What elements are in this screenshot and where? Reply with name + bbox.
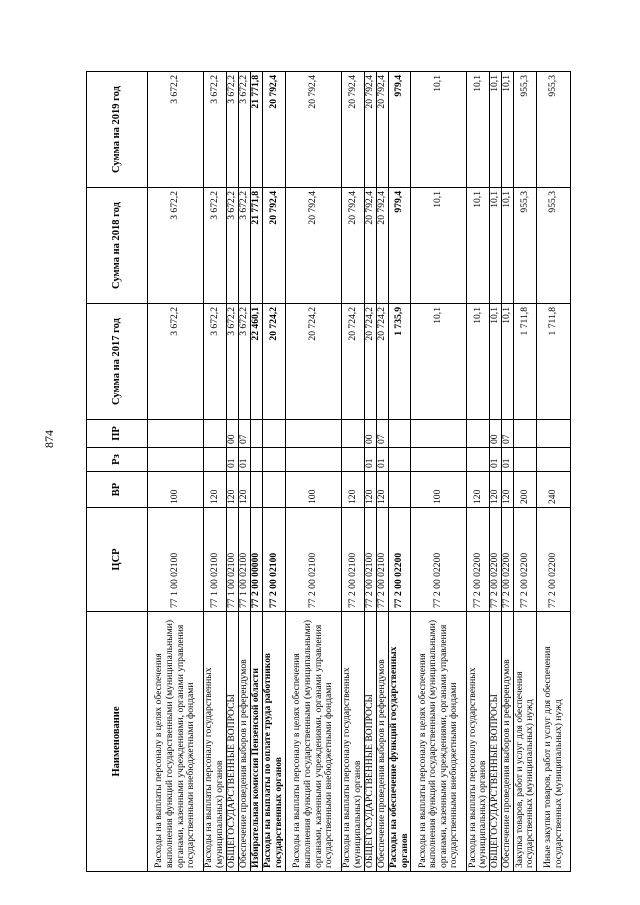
page-number: 874: [42, 430, 56, 448]
cell-vr: 120: [490, 472, 502, 508]
cell-csr: 77 1 00 02100: [148, 508, 204, 612]
cell-name: Расходы на выплаты по оплате труда работников государственных органов: [263, 612, 286, 872]
cell-name: Избирательная комиссия Пензенской области: [251, 612, 263, 872]
cell-name: Расходы на выплаты персоналу государственных (муниципальных) органов: [204, 612, 227, 872]
cell-sum-2017: 20 724,2: [263, 304, 286, 420]
cell-csr: 77 2 00 02200: [490, 508, 502, 612]
cell-csr: 77 2 00 02200: [514, 508, 537, 612]
cell-pr: [342, 420, 365, 448]
cell-pr: 07: [239, 420, 251, 448]
header-csr: ЦСР: [87, 508, 148, 612]
cell-pr: [204, 420, 227, 448]
cell-csr: 77 1 00 02100: [204, 508, 227, 612]
cell-vr: 120: [365, 472, 377, 508]
cell-rz: [286, 448, 342, 472]
cell-vr: [251, 472, 263, 508]
cell-pr: 00: [365, 420, 377, 448]
cell-sum-2017: 10,1: [411, 304, 467, 420]
cell-pr: [286, 420, 342, 448]
cell-pr: [263, 420, 286, 448]
cell-sum-2018: 3 672,2: [227, 188, 239, 304]
cell-sum-2019: 20 792,4: [377, 72, 389, 188]
cell-vr: 100: [286, 472, 342, 508]
cell-csr: 77 1 00 02100: [239, 508, 251, 612]
budget-table-rotated: [86, 72, 598, 872]
cell-vr: 120: [502, 472, 514, 508]
cell-sum-2017: 20 724,2: [365, 304, 377, 420]
cell-sum-2019: 20 792,4: [286, 72, 342, 188]
cell-sum-2018: 21 771,8: [251, 188, 263, 304]
cell-rz: 01: [239, 448, 251, 472]
cell-sum-2018: 20 792,4: [263, 188, 286, 304]
table-row: [467, 72, 490, 872]
cell-vr: 120: [342, 472, 365, 508]
cell-name: Обеспечение проведения выборов и референдумов: [502, 612, 514, 872]
header-sum-2018: Сумма на 2018 год: [87, 188, 148, 304]
cell-name: Обеспечение проведения выборов и референдумов: [377, 612, 389, 872]
cell-vr: [263, 472, 286, 508]
cell-sum-2017: 3 672,2: [227, 304, 239, 420]
cell-sum-2019: 3 672,2: [148, 72, 204, 188]
cell-vr: 100: [148, 472, 204, 508]
cell-name: Расходы на обеспечение функций государственных органов: [389, 612, 411, 872]
cell-csr: 77 2 00 02100: [286, 508, 342, 612]
cell-csr: 77 2 00 02100: [377, 508, 389, 612]
cell-name: ОБЩЕГОСУДАРСТВЕННЫЕ ВОПРОСЫ: [227, 612, 239, 872]
cell-sum-2017: 3 672,2: [239, 304, 251, 420]
cell-vr: 240: [537, 472, 571, 508]
cell-sum-2017: 1 711,8: [514, 304, 537, 420]
cell-pr: [148, 420, 204, 448]
cell-sum-2018: 20 792,4: [377, 188, 389, 304]
cell-pr: 07: [377, 420, 389, 448]
cell-name: ОБЩЕГОСУДАРСТВЕННЫЕ ВОПРОСЫ: [365, 612, 377, 872]
table-header-row: [87, 72, 148, 872]
cell-csr: 77 2 00 02100: [263, 508, 286, 612]
cell-sum-2017: 20 724,2: [377, 304, 389, 420]
cell-sum-2019: 955,3: [537, 72, 571, 188]
cell-sum-2019: 10,1: [411, 72, 467, 188]
cell-sum-2018: 979,4: [389, 188, 411, 304]
cell-csr: 77 2 00 02200: [389, 508, 411, 612]
cell-vr: 120: [377, 472, 389, 508]
cell-csr: 77 2 00 02200: [502, 508, 514, 612]
table-row: [502, 72, 514, 872]
cell-pr: 00: [490, 420, 502, 448]
cell-sum-2019: 20 792,4: [365, 72, 377, 188]
cell-vr: [389, 472, 411, 508]
header-sum-2017: Сумма на 2017 год: [87, 304, 148, 420]
cell-name: Расходы на выплаты персоналу государственных (муниципальных) органов: [467, 612, 490, 872]
cell-rz: 01: [490, 448, 502, 472]
table-row: [490, 72, 502, 872]
cell-sum-2017: 20 724,2: [286, 304, 342, 420]
cell-pr: [537, 420, 571, 448]
cell-vr: 200: [514, 472, 537, 508]
cell-sum-2017: 10,1: [502, 304, 514, 420]
cell-sum-2019: 10,1: [467, 72, 490, 188]
cell-sum-2019: 20 792,4: [263, 72, 286, 188]
cell-sum-2019: 10,1: [490, 72, 502, 188]
cell-sum-2017: 3 672,2: [148, 304, 204, 420]
table-row: [251, 72, 263, 872]
cell-rz: [342, 448, 365, 472]
cell-csr: 77 2 00 02200: [467, 508, 490, 612]
cell-rz: [148, 448, 204, 472]
cell-vr: 120: [239, 472, 251, 508]
cell-name: Закупка товаров, работ и услуг для обеспечения государственных (муниципальных) нужд: [514, 612, 537, 872]
cell-pr: [389, 420, 411, 448]
table-row: [514, 72, 537, 872]
cell-rz: [537, 448, 571, 472]
cell-name: Обеспечение проведения выборов и референдумов: [239, 612, 251, 872]
table-row: [342, 72, 365, 872]
cell-sum-2017: 1 711,8: [537, 304, 571, 420]
cell-sum-2018: 3 672,2: [204, 188, 227, 304]
cell-vr: 120: [204, 472, 227, 508]
cell-name: Расходы на выплаты персоналу государственных (муниципальных) органов: [342, 612, 365, 872]
cell-sum-2018: 20 792,4: [342, 188, 365, 304]
cell-csr: 77 2 00 02100: [365, 508, 377, 612]
cell-sum-2017: 10,1: [490, 304, 502, 420]
table-row: [239, 72, 251, 872]
table-row: [377, 72, 389, 872]
cell-rz: [204, 448, 227, 472]
cell-sum-2018: 955,3: [537, 188, 571, 304]
header-vr: ВР: [87, 472, 148, 508]
cell-vr: 120: [227, 472, 239, 508]
table-row: [227, 72, 239, 872]
cell-sum-2019: 3 672,2: [227, 72, 239, 188]
cell-rz: [263, 448, 286, 472]
cell-sum-2019: 3 672,2: [239, 72, 251, 188]
cell-rz: [251, 448, 263, 472]
table-row: [411, 72, 467, 872]
cell-pr: 00: [227, 420, 239, 448]
cell-sum-2019: 3 672,2: [204, 72, 227, 188]
cell-sum-2019: 955,3: [514, 72, 537, 188]
cell-pr: 07: [502, 420, 514, 448]
table-row: [389, 72, 411, 872]
cell-name: Расходы на выплаты персоналу в целях обеспечения выполнения функций государственными (муниципальными) органами, казенными учреждениями, органами управления государственными внебюджетными фондами: [411, 612, 467, 872]
cell-pr: [467, 420, 490, 448]
cell-sum-2019: 20 792,4: [342, 72, 365, 188]
cell-name: Расходы на выплаты персоналу в целях обеспечения выполнения функций государственными (муниципальными) органами, казенными учреждениями, органами управления государственными внебюджетными фондами: [286, 612, 342, 872]
cell-name: Иные закупки товаров, работ и услуг для обеспечения государственных (муниципальных) нужд: [537, 612, 571, 872]
cell-sum-2018: 10,1: [411, 188, 467, 304]
table-row: [365, 72, 377, 872]
cell-sum-2017: 3 672,2: [204, 304, 227, 420]
table-row: [148, 72, 204, 872]
cell-csr: 77 2 00 00000: [251, 508, 263, 612]
cell-rz: [389, 448, 411, 472]
cell-sum-2017: 10,1: [467, 304, 490, 420]
cell-rz: [411, 448, 467, 472]
cell-pr: [251, 420, 263, 448]
table-row: [537, 72, 571, 872]
budget-table: [86, 71, 571, 872]
cell-rz: [467, 448, 490, 472]
cell-rz: 01: [502, 448, 514, 472]
cell-rz: [514, 448, 537, 472]
cell-sum-2018: 955,3: [514, 188, 537, 304]
cell-sum-2019: 21 771,8: [251, 72, 263, 188]
cell-csr: 77 1 00 02100: [227, 508, 239, 612]
cell-sum-2019: 10,1: [502, 72, 514, 188]
cell-name: Расходы на выплаты персоналу в целях обеспечения выполнения функций государственными (муниципальными) органами, казенными учреждениями, органами управления государственными внебюджетными фондами: [148, 612, 204, 872]
cell-sum-2017: 22 460,1: [251, 304, 263, 420]
header-name: Наименование: [87, 612, 148, 872]
cell-pr: [411, 420, 467, 448]
cell-sum-2018: 10,1: [490, 188, 502, 304]
table-row: [286, 72, 342, 872]
cell-sum-2018: 10,1: [502, 188, 514, 304]
cell-sum-2018: 3 672,2: [239, 188, 251, 304]
header-pr: ПР: [87, 420, 148, 448]
cell-csr: 77 2 00 02100: [342, 508, 365, 612]
cell-sum-2018: 10,1: [467, 188, 490, 304]
cell-sum-2019: 979,4: [389, 72, 411, 188]
cell-rz: 01: [227, 448, 239, 472]
table-row: [263, 72, 286, 872]
cell-csr: 77 2 00 02200: [411, 508, 467, 612]
cell-sum-2017: 1 735,9: [389, 304, 411, 420]
cell-vr: 120: [467, 472, 490, 508]
table-row: [204, 72, 227, 872]
cell-vr: 100: [411, 472, 467, 508]
header-sum-2019: Сумма на 2019 год: [87, 72, 148, 188]
header-rz: Рз: [87, 448, 148, 472]
cell-pr: [514, 420, 537, 448]
cell-sum-2018: 3 672,2: [148, 188, 204, 304]
cell-sum-2018: 20 792,4: [286, 188, 342, 304]
cell-sum-2017: 20 724,2: [342, 304, 365, 420]
cell-rz: 01: [365, 448, 377, 472]
cell-rz: 01: [377, 448, 389, 472]
cell-name: ОБЩЕГОСУДАРСТВЕННЫЕ ВОПРОСЫ: [490, 612, 502, 872]
cell-csr: 77 2 00 02200: [537, 508, 571, 612]
cell-sum-2018: 20 792,4: [365, 188, 377, 304]
